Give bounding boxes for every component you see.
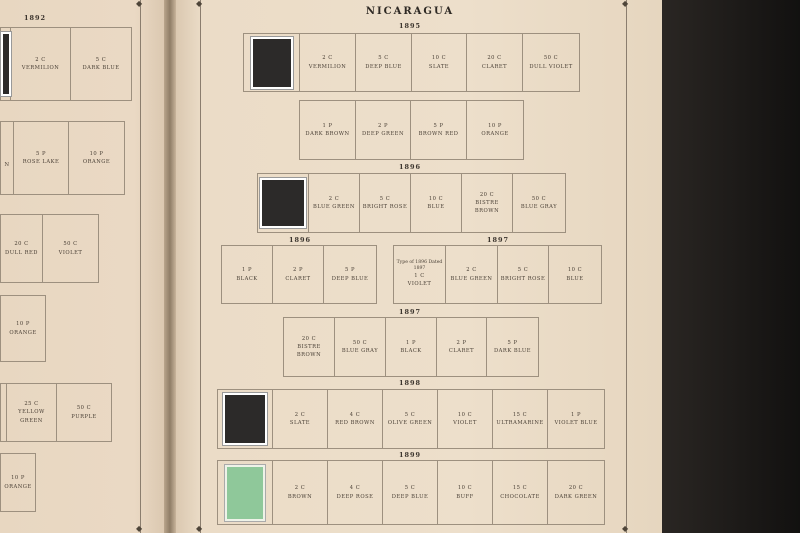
denomination: 10 C bbox=[431, 55, 447, 62]
corner-ornament: ◆ bbox=[136, 524, 143, 533]
denomination: 20 C bbox=[14, 241, 29, 248]
left-row-5 bbox=[0, 383, 112, 442]
denomination: 10 P bbox=[16, 321, 30, 328]
stamp-space bbox=[335, 318, 386, 376]
color-label: ORANGE bbox=[9, 329, 37, 336]
color-label: SLATE bbox=[428, 63, 450, 70]
stamp-cell bbox=[244, 34, 300, 91]
stamp-space bbox=[383, 390, 438, 448]
color-label: BROWN RED bbox=[418, 131, 459, 137]
left-row-3 bbox=[0, 214, 99, 283]
row-1897-b bbox=[283, 317, 539, 377]
denomination: 10 P bbox=[89, 150, 104, 157]
denomination: 50 C bbox=[543, 55, 559, 62]
denomination: 50 C bbox=[63, 241, 78, 248]
stamp-space bbox=[487, 318, 538, 376]
denomination: 4 C bbox=[349, 485, 361, 492]
color-label: DARK BROWN bbox=[305, 131, 350, 137]
denomination: 10 C bbox=[457, 411, 473, 418]
stamp-space bbox=[1, 296, 45, 361]
stamp-space bbox=[14, 122, 69, 194]
year-header: 1897 bbox=[398, 308, 422, 316]
left-year-header: 1892 bbox=[23, 14, 47, 22]
stamp-space bbox=[548, 390, 604, 448]
denomination: 10 C bbox=[567, 267, 583, 274]
denomination: 15 C bbox=[512, 411, 528, 418]
stamp-space bbox=[1, 454, 35, 511]
color-label: ORANGE bbox=[4, 483, 32, 490]
partial-stamp bbox=[1, 32, 11, 96]
corner-ornament: ◆ bbox=[196, 524, 203, 533]
color-label: VIOLET BLUE bbox=[554, 420, 598, 426]
color-label: DULL RED bbox=[5, 249, 38, 256]
color-label: ROSE LAKE bbox=[22, 159, 60, 165]
denomination: 10 P bbox=[488, 122, 502, 129]
color-label: BISTRE BROWN bbox=[296, 343, 322, 359]
stamp-space bbox=[284, 318, 335, 376]
denomination: 50 C bbox=[76, 405, 92, 412]
color-label: RED BROWN bbox=[335, 420, 375, 426]
stamp-space bbox=[309, 174, 360, 232]
country-title: NICARAGUA bbox=[365, 6, 455, 17]
stamp-image-1896 bbox=[260, 178, 306, 228]
color-label: VERMILION bbox=[308, 63, 347, 70]
color-label: CLARET bbox=[481, 63, 508, 70]
denomination: 15 C bbox=[512, 485, 528, 492]
stamp-space bbox=[386, 318, 437, 376]
stamp-space bbox=[438, 461, 493, 524]
left-row-6 bbox=[0, 453, 36, 512]
stamp-space bbox=[523, 34, 579, 91]
denomination: 50 C bbox=[352, 339, 368, 346]
denomination: 5 P bbox=[507, 339, 518, 346]
color-label: SLATE bbox=[289, 420, 311, 426]
corner-ornament: ◆ bbox=[196, 0, 203, 8]
color-label: CHOCOLATE bbox=[500, 493, 540, 500]
denomination: 5 P bbox=[433, 122, 444, 129]
color-label: BLACK bbox=[236, 275, 258, 282]
stamp-space bbox=[300, 101, 356, 159]
year-header: 1896 bbox=[288, 236, 312, 244]
denomination: 4 C bbox=[349, 411, 361, 418]
stamp-space bbox=[273, 390, 328, 448]
left-row-4 bbox=[0, 295, 46, 362]
color-label: DARK BLUE bbox=[494, 348, 531, 354]
denomination: 2 P bbox=[378, 122, 388, 129]
stamp-space bbox=[273, 246, 324, 303]
denomination: 5 C bbox=[95, 56, 107, 63]
color-label: VIOLET bbox=[407, 281, 432, 288]
stamp-space bbox=[394, 246, 446, 303]
right-page-border-left bbox=[200, 0, 201, 533]
color-label: PURPLE bbox=[71, 413, 97, 420]
color-label: ORANGE bbox=[82, 159, 111, 165]
stamp-image-1899 bbox=[225, 465, 265, 521]
denomination: 10 C bbox=[457, 485, 473, 492]
row-1895-b bbox=[299, 100, 524, 160]
stamp-space bbox=[273, 461, 328, 524]
year-header: 1896 bbox=[398, 163, 422, 171]
denomination: 2 P bbox=[293, 267, 303, 274]
row-1898 bbox=[217, 389, 605, 449]
color-label: BROWN bbox=[287, 493, 313, 500]
color-label: YELLOW GREEN bbox=[18, 409, 45, 424]
denomination: 10 P bbox=[11, 475, 25, 482]
row-1899 bbox=[217, 460, 605, 525]
color-label: BLUE GRAY bbox=[520, 204, 558, 210]
color-label: ORANGE bbox=[481, 131, 509, 137]
denomination: 20 C bbox=[479, 191, 495, 198]
stamp-space bbox=[11, 28, 71, 100]
color-label: DARK BLUE bbox=[82, 65, 120, 71]
stamp-space bbox=[493, 390, 548, 448]
corner-ornament: ◆ bbox=[622, 0, 629, 8]
left-row-1 bbox=[0, 27, 132, 101]
right-page-border-right bbox=[626, 0, 627, 533]
denomination: 1 P bbox=[242, 267, 252, 274]
denomination: 20 C bbox=[568, 485, 584, 492]
stamp-space bbox=[411, 101, 467, 159]
denomination: 10 C bbox=[428, 195, 444, 202]
color-label: DEEP BLUE bbox=[331, 275, 369, 282]
color-label: DULL VIOLET bbox=[529, 63, 573, 70]
denomination: 2 C bbox=[328, 195, 340, 202]
stamp-space bbox=[328, 390, 383, 448]
row-1895-a bbox=[243, 33, 580, 92]
year-header: 1897 bbox=[486, 236, 510, 244]
color-label: BLUE bbox=[566, 275, 584, 282]
denomination: 5 P bbox=[36, 150, 46, 157]
color-label: DARK GREEN bbox=[554, 493, 598, 500]
denomination: 5 C bbox=[404, 411, 416, 418]
stamp-cell bbox=[1, 28, 11, 100]
year-header: 1899 bbox=[398, 451, 422, 459]
color-label: OLIVE GREEN bbox=[387, 420, 433, 426]
color-label: BLACK bbox=[400, 348, 422, 354]
left-row-2 bbox=[0, 121, 125, 195]
color-label: BLUE bbox=[427, 204, 445, 210]
color-label: ULTRAMARINE bbox=[496, 420, 544, 426]
stamp-space bbox=[548, 461, 604, 524]
denomination: 2 C bbox=[294, 485, 306, 492]
stamp-space bbox=[411, 174, 462, 232]
stamp-space bbox=[467, 101, 523, 159]
left-page-border bbox=[140, 0, 141, 533]
stamp-space bbox=[446, 246, 498, 303]
dark-background bbox=[662, 0, 800, 533]
color-label: DEEP BLUE bbox=[391, 493, 429, 500]
row-1896-b bbox=[221, 245, 377, 304]
color-label: DEEP BLUE bbox=[365, 63, 402, 70]
stamp-space bbox=[360, 174, 411, 232]
stamp-space bbox=[43, 215, 98, 282]
denomination: 1 C bbox=[414, 273, 425, 280]
stamp-space bbox=[412, 34, 467, 91]
stamp-space bbox=[549, 246, 601, 303]
denomination: 20 C bbox=[301, 335, 317, 342]
stamp-space bbox=[57, 384, 111, 441]
denomination: 1 P bbox=[322, 122, 333, 129]
year-header: 1895 bbox=[398, 22, 422, 30]
stamp-space bbox=[324, 246, 376, 303]
stamp-space bbox=[462, 174, 513, 232]
denomination: 5 C bbox=[379, 195, 391, 202]
color-label: BLUE GREEN bbox=[313, 204, 355, 210]
denomination: 5 C bbox=[378, 55, 389, 62]
year-header: 1898 bbox=[398, 379, 422, 387]
color-label: VIOLET bbox=[453, 420, 477, 426]
type-note: Type of 1896 Dated 1897 bbox=[396, 260, 443, 272]
denomination: 2 P bbox=[456, 339, 467, 346]
stamp-space bbox=[383, 461, 438, 524]
color-label: BUFF bbox=[456, 493, 474, 500]
stamp-space bbox=[513, 174, 565, 232]
color-label: BRIGHT ROSE bbox=[362, 204, 408, 210]
denomination: 2 C bbox=[322, 55, 333, 62]
denomination: 5 C bbox=[404, 485, 416, 492]
stamp-space bbox=[1, 215, 43, 282]
color-label: BISTRE BROWN bbox=[474, 199, 500, 215]
stamp-space bbox=[467, 34, 523, 91]
stamp-space bbox=[328, 461, 383, 524]
stamp-space bbox=[498, 246, 549, 303]
denomination: 5 P bbox=[345, 267, 355, 274]
denomination: 2 C bbox=[466, 267, 477, 274]
denomination: 2 C bbox=[294, 411, 306, 418]
denomination: 20 C bbox=[487, 55, 502, 62]
denomination: 5 C bbox=[517, 267, 529, 274]
corner-ornament: ◆ bbox=[136, 0, 143, 8]
denomination: 1 P bbox=[571, 411, 581, 418]
color-label: BLUE GREEN bbox=[450, 275, 493, 282]
stamp-space bbox=[71, 28, 131, 100]
stamp-space bbox=[222, 246, 273, 303]
stamp-space bbox=[493, 461, 548, 524]
stamp-space bbox=[437, 318, 487, 376]
color-label: CLARET bbox=[285, 275, 311, 282]
denomination: 2 C bbox=[35, 56, 46, 63]
stamp-space bbox=[7, 384, 57, 441]
stamp-space bbox=[356, 101, 411, 159]
color-label: VERMILION bbox=[21, 65, 60, 71]
stamp-image-1895 bbox=[251, 37, 293, 89]
stamp-cell bbox=[218, 461, 273, 524]
denomination: 1 P bbox=[406, 339, 416, 346]
row-1896-a bbox=[257, 173, 566, 233]
partial-label: N bbox=[4, 161, 10, 168]
stamp-space bbox=[356, 34, 412, 91]
color-label: BRIGHT ROSE bbox=[500, 275, 546, 282]
color-label: BLUE GRAY bbox=[341, 348, 379, 354]
stamp-image-1898 bbox=[223, 393, 267, 445]
denomination: 50 C bbox=[531, 195, 547, 202]
denomination: 25 C bbox=[24, 401, 39, 408]
color-label: DEEP GREEN bbox=[361, 131, 405, 137]
book-gutter bbox=[164, 0, 176, 533]
stamp-space bbox=[300, 34, 356, 91]
stamp-space bbox=[438, 390, 493, 448]
stamp-space bbox=[69, 122, 124, 194]
row-1897-a bbox=[393, 245, 602, 304]
color-label: CLARET bbox=[448, 348, 475, 354]
color-label: VIOLET bbox=[58, 249, 83, 256]
stamp-cell bbox=[218, 390, 273, 448]
stamp-space bbox=[1, 122, 14, 194]
color-label: DEEP ROSE bbox=[336, 493, 374, 500]
corner-ornament: ◆ bbox=[622, 524, 629, 533]
stamp-cell bbox=[258, 174, 309, 232]
